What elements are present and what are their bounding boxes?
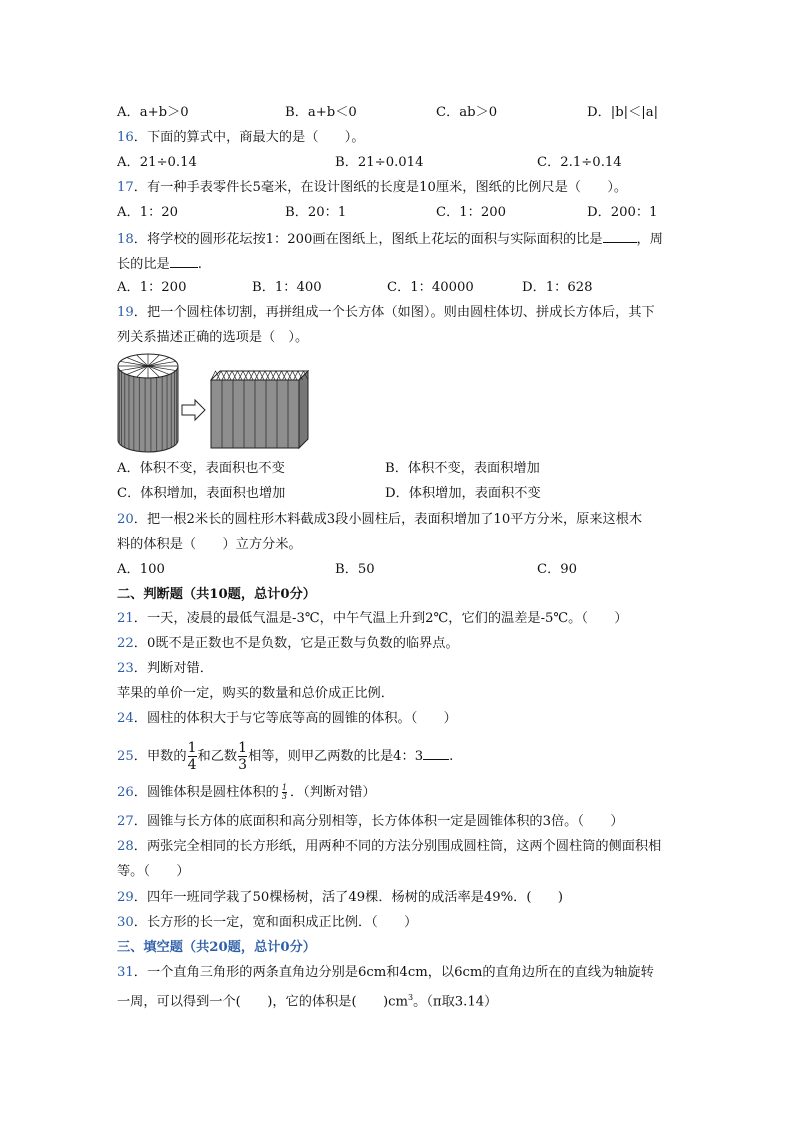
cylinder-shape <box>118 354 178 452</box>
section-true-false-heading: 二、判断题（共10题，总计0分） <box>117 587 316 602</box>
q19-option-b[interactable]: B．体积不变，表面积增加 <box>385 461 540 476</box>
q28-question-line2: 等。（ ） <box>117 864 190 879</box>
q25-answer-blank[interactable] <box>423 746 449 760</box>
q18-option-a[interactable]: A．1：200 <box>117 280 187 295</box>
q23-text: ．判断对错． <box>133 661 213 676</box>
q31-question-line2 <box>117 989 497 1011</box>
q25-fraction-1-denominator: 4 <box>187 757 197 773</box>
q15-option-c[interactable]: C．ab＞0 <box>436 105 498 120</box>
q23-number: 23 <box>117 661 134 676</box>
q21-question <box>117 610 628 628</box>
q19-option-d[interactable]: D．体积增加，表面积不变 <box>385 486 541 501</box>
q27-text: ．圆锥与长方体的底面积和高分别相等，长方体体积一定是圆锥体积的3倍。（ ） <box>133 814 624 829</box>
q26-fraction-numerator: 1 <box>281 783 287 792</box>
q16-number: 16 <box>117 130 134 145</box>
q18-blank-area[interactable] <box>603 229 637 243</box>
q15-option-d[interactable]: D．|b|＜|a| <box>587 105 659 120</box>
q19-option-a[interactable]: A．体积不变，表面积也不变 <box>117 461 285 476</box>
q26-text-b: ．（判断对错） <box>289 785 376 800</box>
q20-question-line2: 料的体积是（ ）立方分米。 <box>117 537 302 552</box>
q15-option-a[interactable]: A．a+b＞0 <box>117 105 189 120</box>
q19-question-line1 <box>117 304 655 322</box>
q20-question-line1 <box>117 511 642 529</box>
q18-text2a: 长的比是 <box>117 257 170 272</box>
q20-number: 20 <box>117 512 134 527</box>
q25-number: 25 <box>117 749 134 764</box>
q28-text1: ．两张完全相同的长方形纸，用两种不同的方法分别围成圆柱筒，这两个圆柱筒的侧面积相 <box>133 839 662 854</box>
q25-fraction-2 <box>238 741 247 772</box>
q18-question-line1 <box>117 229 663 249</box>
arrow-icon <box>182 400 205 420</box>
q25-fraction-1 <box>188 741 197 772</box>
q30-number: 30 <box>117 915 134 930</box>
section-fill-blank-heading: 三、填空题（共20题，总计0分） <box>117 940 316 955</box>
q18-option-b[interactable]: B．1：400 <box>252 280 322 295</box>
q17-text: ．有一种手表零件长5毫米，在设计图纸的长度是10厘米，图纸的比例尺是（ ）。 <box>133 180 628 195</box>
q16-option-a[interactable]: A．21÷0.14 <box>117 155 197 170</box>
q18-text2b: . <box>197 257 202 272</box>
q26-number: 26 <box>117 785 134 800</box>
q16-option-b[interactable]: B．21÷0.014 <box>335 155 424 170</box>
q31-text2b: 。（π取3.14） <box>413 994 498 1010</box>
q22-question <box>117 635 459 653</box>
q24-number: 24 <box>117 711 134 726</box>
q17-option-b[interactable]: B．20：1 <box>285 205 347 220</box>
q25-fraction-2-denominator: 3 <box>238 757 248 773</box>
q28-number: 28 <box>117 839 134 854</box>
q18-blank-perimeter[interactable] <box>170 254 198 268</box>
q29-number: 29 <box>117 890 134 905</box>
q23-statement: 苹果的单价一定，购买的数量和总价成正比例． <box>117 686 394 701</box>
q26-fraction <box>282 784 287 801</box>
q26-question <box>117 782 376 804</box>
q22-text: ．0既不是正数也不是负数，它是正数与负数的临界点。 <box>133 636 459 651</box>
q25-fraction-2-numerator: 1 <box>238 740 248 756</box>
q31-superscript: 3 <box>408 993 414 1002</box>
q28-question-line1 <box>117 838 661 856</box>
q27-number: 27 <box>117 814 134 829</box>
q24-question <box>117 710 457 728</box>
q30-question <box>117 914 417 932</box>
q21-number: 21 <box>117 611 134 626</box>
q31-number: 31 <box>117 965 134 980</box>
q25-text-b: 和乙数 <box>197 749 238 764</box>
q25-text-a: ．甲数的 <box>133 749 187 764</box>
q18-option-d[interactable]: D．1：628 <box>522 280 593 295</box>
q26-fraction-denominator: 3 <box>281 792 287 801</box>
q20-text1: ．把一根2米长的圆柱形木料截成3段小圆柱后，表面积增加了10平方分米，原来这根木 <box>133 512 643 527</box>
q16-option-c[interactable]: C．2.1÷0.14 <box>537 155 622 170</box>
q23-question <box>117 660 213 678</box>
q16-text: ．下面的算式中，商最大的是（ ）。 <box>133 130 365 145</box>
q17-number: 17 <box>117 180 134 195</box>
q20-option-a[interactable]: A．100 <box>117 562 165 577</box>
q26-text-a: ．圆锥体积是圆柱体积的 <box>133 785 279 800</box>
cylinder-to-cuboid-figure <box>115 352 315 456</box>
q17-option-a[interactable]: A．1：20 <box>117 205 179 220</box>
q18-number: 18 <box>117 232 134 247</box>
q20-option-b[interactable]: B．50 <box>335 562 375 577</box>
q25-question <box>117 740 453 774</box>
q18-option-c[interactable]: C．1：40000 <box>387 280 474 295</box>
q25-text-d: . <box>449 749 454 764</box>
cuboid-shape <box>211 371 308 448</box>
q22-number: 22 <box>117 636 134 651</box>
q18-question-line2 <box>117 254 202 274</box>
q15-option-b[interactable]: B．a+b＜0 <box>285 105 357 120</box>
q20-option-c[interactable]: C．90 <box>537 562 578 577</box>
q30-text: ．长方形的长一定，宽和面积成正比例．（ ） <box>133 915 418 930</box>
q21-text: ．一天，凌晨的最低气温是-3℃，中午气温上升到2℃，它们的温差是-5℃。（ ） <box>133 611 628 626</box>
q17-option-d[interactable]: D．200：1 <box>587 205 658 220</box>
q19-text1: ．把一个圆柱体切割，再拼组成一个长方体（如图）。则由圆柱体切、拼成长方体后，其下 <box>133 305 655 320</box>
q25-text-c: 相等，则甲乙两数的比是4：3 <box>248 749 424 764</box>
q16-question <box>117 129 365 147</box>
q19-question-line2: 列关系描述正确的选项是（ ）。 <box>117 330 309 345</box>
q18-text1b: ，周 <box>636 232 663 247</box>
q29-question <box>117 889 563 907</box>
q17-option-c[interactable]: C．1：200 <box>436 205 507 220</box>
q27-question <box>117 813 624 831</box>
q19-number: 19 <box>117 305 134 320</box>
q18-text1: ．将学校的圆形花坛按1：200画在图纸上，图纸上花坛的面积与实际面积的比是 <box>133 232 603 247</box>
q19-option-c[interactable]: C．体积增加，表面积也增加 <box>117 486 286 501</box>
q29-text: ．四年一班同学栽了50棵杨树，活了49棵．杨树的成活率是49%．( ) <box>133 890 564 905</box>
q17-question <box>117 179 627 197</box>
q31-text2a: 一周，可以得到一个( )，它的体积是( )cm <box>117 994 409 1010</box>
q24-text: ．圆柱的体积大于与它等底等高的圆锥的体积。（ ） <box>133 711 457 726</box>
q25-fraction-1-numerator: 1 <box>187 740 197 756</box>
q31-text1: ．一个直角三角形的两条直角边分别是6cm和4cm，以6cm的直角边所在的直线为轴旋转 <box>133 965 654 980</box>
q31-question-line1 <box>117 964 654 982</box>
